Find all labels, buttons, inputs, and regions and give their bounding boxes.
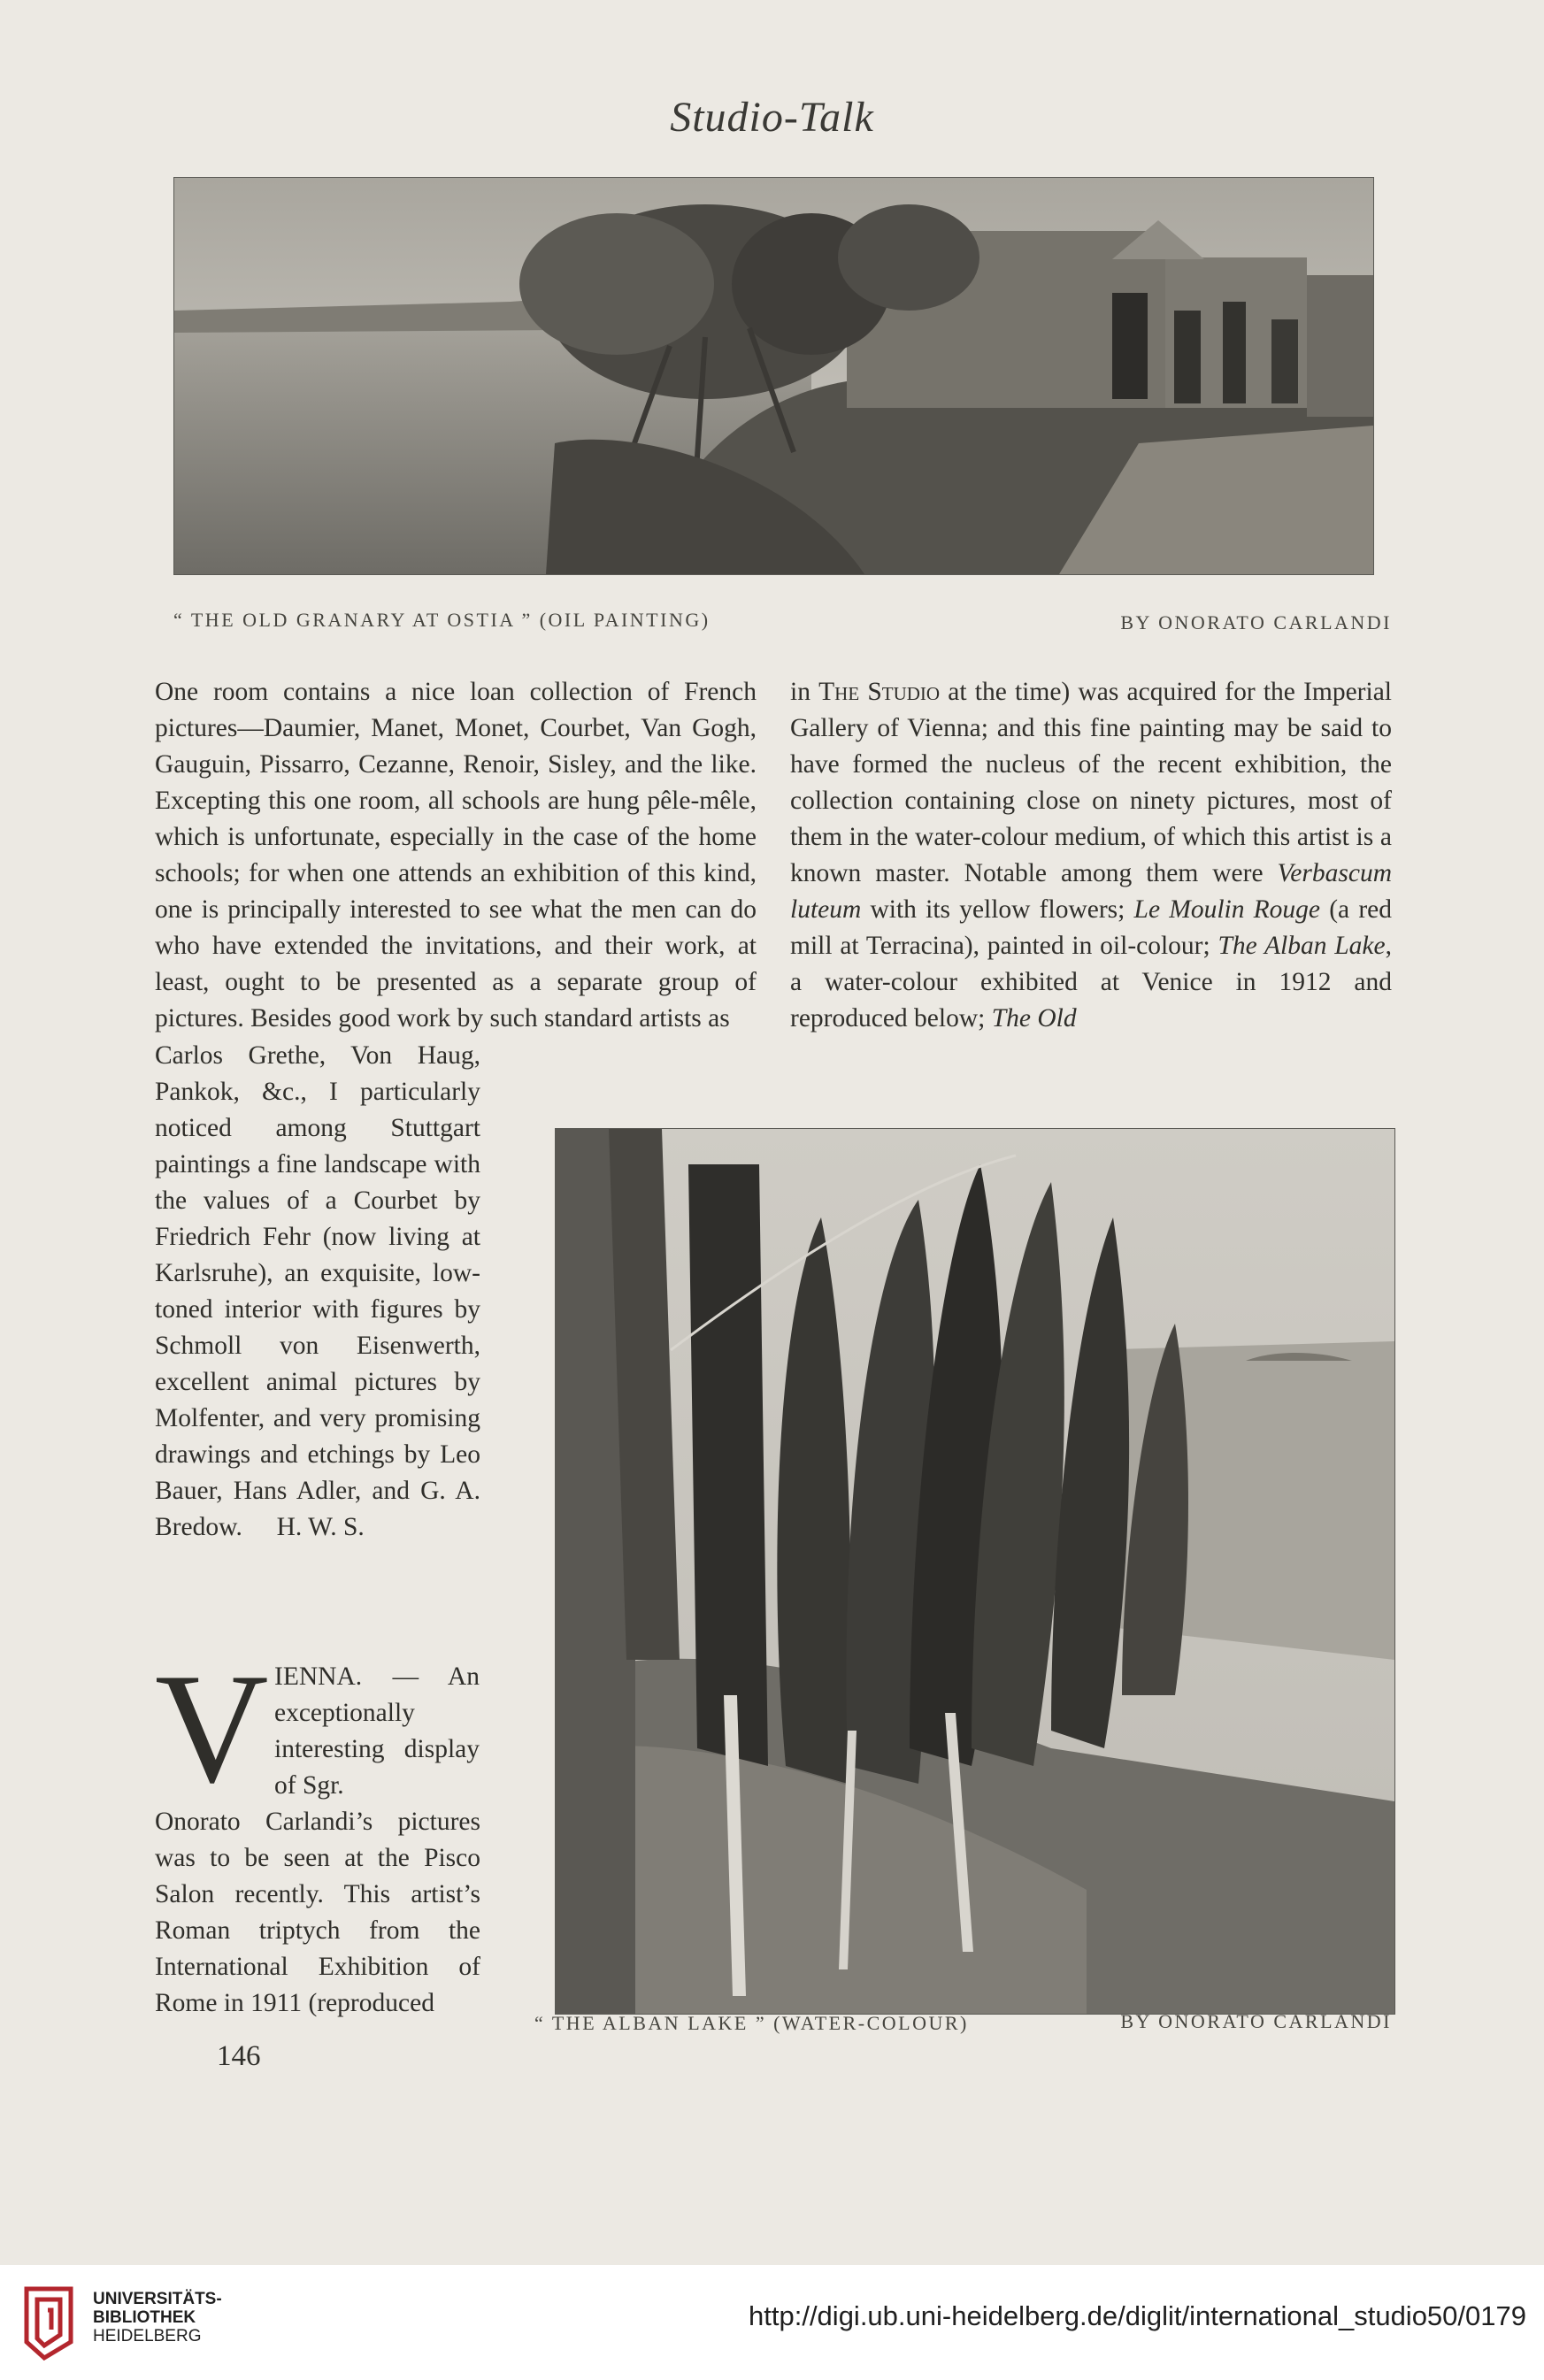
work-title: Verbascum luteum [790, 859, 1392, 924]
caption-left-top: “ THE OLD GRANARY AT OSTIA ” (OIL PAINTING) [173, 609, 711, 631]
left-narrow-text: Carlos Grethe, Von Haug, Pankok, &c., I particularly noticed among Stuttgart paintings a fine landscape with the values of a Courbet by Friedrich Fehr (now living at Karlsruhe), an exquisite, low-toned interior with figures by Schmoll von Eisenwerth, excellent animal pictures by Molfenter, and very promising drawings and etchings by Leo Bauer, Hans Adler, and G. A. Bredow. [155, 1041, 480, 1541]
vienna-paragraph [155, 1804, 480, 2022]
signature: H. W. S. [276, 1513, 365, 1541]
page-number: 146 [217, 2040, 261, 2072]
left-column-paragraph [155, 674, 757, 1037]
library-name: UNIVERSITÄTS- BIBLIOTHEK HEIDELBERG [93, 2290, 222, 2345]
painting-image [174, 178, 1373, 574]
left-para-text: One room contains a nice loan collection of French pictures—Daumier, Manet, Monet, Courbet, Van Gogh, Gauguin, Pissarro, Cezanne, Renoir, Sisley, and the like. Excepting this one room, all schools are hung pêle-mêle, which is unfortunate, especially in the case of the home schools; for when one attends an exhibition of this kind, one is principally interested to see what the men can do who have extended the invitations, and their work, at least, ought to be presented as a separate group of pictures. Besides good work by such standard artists as [155, 678, 757, 1033]
vienna-intro: IENNA. — An exceptionally interesting display of Sgr. [274, 1662, 480, 1800]
work-title: The Alban Lake [1218, 932, 1386, 960]
caption-left-bottom: “ THE ALBAN LAKE ” (WATER-COLOUR) [534, 2012, 969, 2034]
left-column-narrow-paragraph [155, 1038, 480, 1546]
vienna-text: Onorato Carlandi’s pictures was to be seen at the Pisco Salon recently. This artist’s Roman triptych from the International Exhibition of Rome in 1911 (reproduced [155, 1808, 480, 2017]
work-title: Le Moulin Rouge [1133, 895, 1321, 924]
caption-right-bottom: BY ONORATO CARLANDI [1120, 2010, 1392, 2032]
plate-old-granary-at-ostia [173, 177, 1374, 575]
plate-alban-lake [555, 1128, 1395, 2015]
vienna-heading: IENNA. [274, 1662, 363, 1691]
source-url-link[interactable]: http://digi.ub.uni-heidelberg.de/diglit/international_studio50/0179 [749, 2300, 1526, 2331]
library-logo-icon [18, 2280, 81, 2364]
caption-right-top: BY ONORATO CARLANDI [1120, 611, 1392, 633]
studio-title: The Studio [818, 678, 941, 706]
painting-image [556, 1129, 1394, 2014]
running-head: Studio-Talk [670, 94, 874, 141]
work-title: The Old [991, 1004, 1077, 1033]
drop-cap-v: V [155, 1640, 269, 1816]
right-column-paragraph: in The Studio at the time) was acquired for the Imperial Gallery of Vienna; and this fine painting may be said to have formed the nucleus of the recent exhibition, the collection containing close on ninety pictures, most of them in the water-colour medium, of which this artist is a known master. Notable among them were Verbascum luteum with its yellow flowers; Le Moulin Rouge (a red mill at Terracina), painted in oil-colour; The Alban Lake, a water-colour exhibited at Venice in 1912 and reproduced below; The Old [790, 678, 1392, 1033]
